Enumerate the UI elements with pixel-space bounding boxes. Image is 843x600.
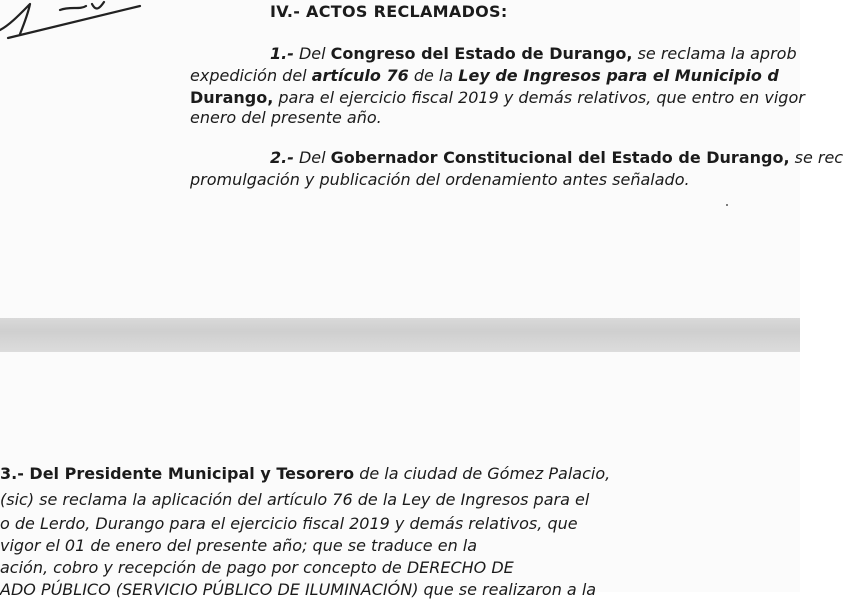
signature-mark [0,0,150,45]
section-heading: IV.- ACTOS RECLAMADOS: [270,2,508,21]
document-page-bottom [0,352,800,599]
item3-line1: 3.- Del Presidente Municipal y Tesorero de la ciudad de Gómez Palacio, [0,464,611,483]
item1-line3: Durango, para el ejercicio fiscal 2019 y demás relativos, que entro en vigor [190,88,805,107]
scan-speck [726,204,728,206]
item1-line1: 1.- Del Congreso del Estado de Durango, se reclama la aprob [270,44,797,63]
item2-line1: 2.- Del Gobernador Constitucional del Estado de Durango, se rec [270,148,843,167]
item1-line4: enero del presente año. [190,108,382,127]
item3-line5: ación, cobro y recepción de pago por concepto de DERECHO DE [0,558,514,577]
item1-line2: expedición del artículo 76 de la Ley de Ingresos para el Municipio d [190,66,779,85]
item1-number: 1.- [270,44,294,63]
item2-line2: promulgación y publicación del ordenamiento antes señalado. [190,170,690,189]
item3-line4: vigor el 01 de enero del presente año; que se traduce en la [0,536,478,555]
item3-line6: ADO PÚBLICO (SERVICIO PÚBLICO DE ILUMINACIÓN) que se realizaron a la [0,580,597,599]
item2-number: 2.- [270,148,294,167]
page-separator [0,318,800,352]
item3-line3: o de Lerdo, Durango para el ejercicio fiscal 2019 y demás relativos, que [0,514,578,533]
item3-line2: (sic) se reclama la aplicación del artículo 76 de la Ley de Ingresos para el [0,490,590,509]
